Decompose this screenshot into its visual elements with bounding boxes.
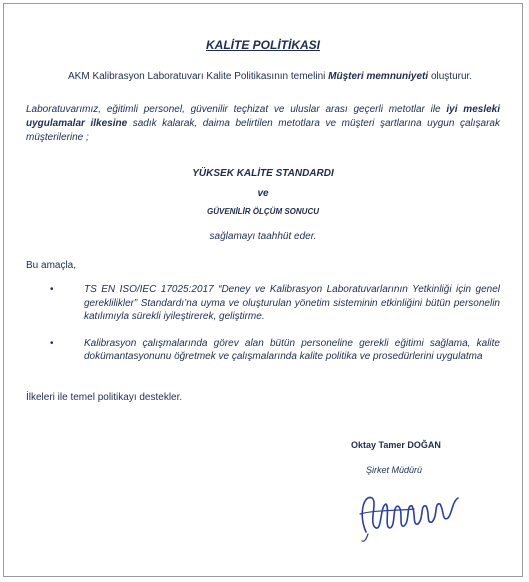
- intro-text-before: AKM Kalibrasyon Laboratuvarı Kalite Politikasının temelini: [68, 71, 329, 82]
- purpose-intro: Bu amaçla,: [26, 260, 77, 271]
- bullet-icon: •: [50, 337, 54, 349]
- reliable-measurement-heading: GÜVENİLİR ÖLÇÜM SONUCU: [207, 207, 319, 216]
- list-item: [26, 283, 500, 324]
- closing-statement: İlkeleri ile temel politikayı destekler.: [26, 392, 183, 403]
- customer-satisfaction-emphasis: Müşteri memnuniyeti: [328, 71, 429, 82]
- intro-paragraph: [26, 70, 500, 84]
- list-item: [26, 337, 500, 364]
- high-quality-standard-heading: YÜKSEK KALİTE STANDARDI: [192, 168, 334, 179]
- mission-part-2: sadık kalarak, daima belirtilen metotlara ve müşteri şartlarına uygun çalışarak müşterilerine ;: [26, 118, 500, 143]
- signer-role: Şirket Müdürü: [366, 465, 423, 475]
- bullet-text: Kalibrasyon çalışmalarında görev alan bütün personeline gerekli eğitimi sağlama, kalite dokümantasyonunu öğretmek ve çalışmalarında kalite politika ve prosedürlerini uygulatma: [84, 337, 500, 362]
- and-connector: ve: [257, 188, 269, 199]
- document-title: KALİTE POLİTİKASI: [206, 38, 320, 52]
- commitment-text: sağlamayı taahhüt eder.: [209, 231, 317, 242]
- bullet-text: TS EN ISO/IEC 17025:2017 “Deney ve Kalibrasyon Laboratuvarlarının Yetkinliği için genel gereklilikler” Standardı’na uyma ve oluşturulan yönetim sisteminin etkinliğini bütün personelin katılımıyla sürekli iyileştirerek, geliştirme.: [84, 284, 500, 322]
- mission-paragraph: [26, 103, 500, 145]
- bullet-icon: •: [50, 284, 54, 295]
- intro-text-after: oluşturur.: [428, 71, 473, 82]
- signer-name: Oktay Tamer DOĞAN: [351, 440, 441, 450]
- mission-part-1: Laboratuvarımız, eğitimli personel, güvenilir teçhizat ve uluslar arası geçerli metotlar ile: [26, 104, 447, 115]
- handwritten-signature: [354, 484, 469, 544]
- good-practice-emphasis: iyi mesleki uygulamalar ilkesine: [26, 104, 500, 129]
- policy-document: [3, 3, 523, 577]
- policy-bullet-list: [26, 283, 500, 377]
